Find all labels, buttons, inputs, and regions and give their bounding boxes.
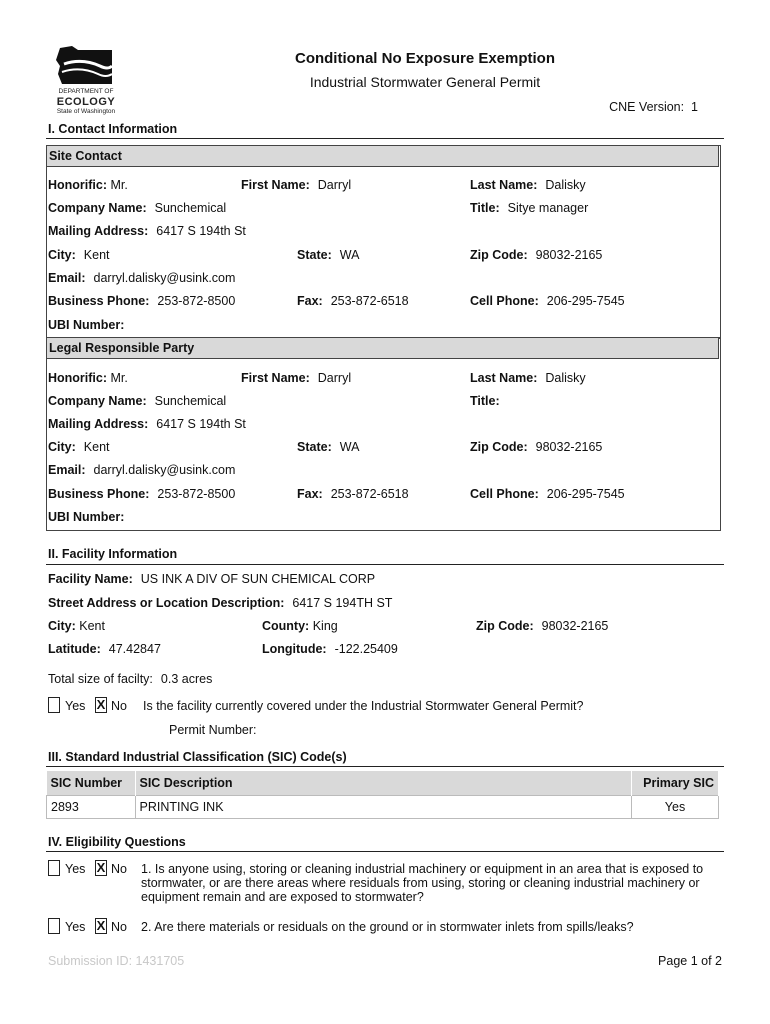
legal-phone xyxy=(48,487,235,501)
label: Company Name: xyxy=(48,394,147,408)
facility-longitude xyxy=(262,642,398,656)
legal-party-band xyxy=(46,337,719,359)
value: 98032-2165 xyxy=(535,248,603,262)
value: 6417 S 194TH ST xyxy=(292,596,393,610)
legal-state xyxy=(297,440,359,454)
label: Facility Name: xyxy=(48,572,133,586)
label: Mailing Address: xyxy=(48,417,149,431)
facility-street xyxy=(48,596,392,610)
site-company xyxy=(48,201,226,215)
q1-no-checkbox[interactable]: X xyxy=(96,860,106,875)
legal-city xyxy=(48,440,110,454)
site-zip xyxy=(470,248,602,262)
value: darryl.dalisky@usink.com xyxy=(93,271,236,285)
site-last-name xyxy=(470,178,586,192)
label: Honorific: xyxy=(48,371,108,385)
value: Kent xyxy=(83,440,110,454)
legal-party-box xyxy=(46,337,721,531)
sic-header-row xyxy=(47,771,719,796)
divider xyxy=(46,766,724,767)
permit-number-label: Permit Number: xyxy=(169,723,257,737)
site-ubi xyxy=(48,318,124,332)
value: Dalisky xyxy=(545,371,586,385)
label: Company Name: xyxy=(48,201,147,215)
cne-version-value: 1 xyxy=(691,100,698,114)
value: King xyxy=(312,619,338,633)
label: Cell Phone: xyxy=(470,294,539,308)
label: County: xyxy=(262,619,310,633)
value: 0.3 acres xyxy=(160,672,213,686)
site-first-name xyxy=(241,178,351,192)
logo-text xyxy=(52,88,120,116)
value: Sitye manager xyxy=(507,201,589,215)
value: Sunchemical xyxy=(154,394,227,408)
value: Kent xyxy=(83,248,110,262)
value: Dalisky xyxy=(545,178,586,192)
label: Fax: xyxy=(297,294,323,308)
label: First Name: xyxy=(241,371,310,385)
sic-number-cell: 2893 xyxy=(47,796,136,819)
legal-first-name xyxy=(241,371,351,385)
divider xyxy=(46,138,724,139)
logo-dept: DEPARTMENT OF xyxy=(58,88,114,95)
label: Zip Code: xyxy=(470,440,528,454)
label: Business Phone: xyxy=(48,487,150,501)
logo-ecology: ECOLOGY xyxy=(56,96,116,108)
label: Business Phone: xyxy=(48,294,150,308)
label: First Name: xyxy=(241,178,310,192)
label: Cell Phone: xyxy=(470,487,539,501)
q1-yes-label: Yes xyxy=(65,862,86,876)
site-phone xyxy=(48,294,235,308)
site-state xyxy=(297,248,359,262)
label: Fax: xyxy=(297,487,323,501)
label: Title: xyxy=(470,201,500,215)
legal-last-name xyxy=(470,371,586,385)
value: 98032-2165 xyxy=(535,440,603,454)
value: 6417 S 194th St xyxy=(156,224,246,238)
value: 253-872-8500 xyxy=(157,294,236,308)
site-honorific xyxy=(48,178,128,192)
value: darryl.dalisky@usink.com xyxy=(93,463,236,477)
logo-state: State of Washington xyxy=(56,108,116,115)
value: Sunchemical xyxy=(154,201,227,215)
legal-cell xyxy=(470,487,625,501)
label: State: xyxy=(297,248,332,262)
section-facility-title: II. Facility Information xyxy=(48,547,178,561)
value: 253-872-6518 xyxy=(330,487,409,501)
label: Honorific: xyxy=(48,178,108,192)
value: 253-872-6518 xyxy=(330,294,409,308)
label: City: xyxy=(48,440,76,454)
primary-sic-cell: Yes xyxy=(632,796,719,819)
label: Zip Code: xyxy=(470,248,528,262)
value: Darryl xyxy=(317,371,352,385)
facility-name xyxy=(48,572,375,586)
value: 47.42847 xyxy=(108,642,161,656)
washington-state-icon xyxy=(52,44,120,88)
site-cell xyxy=(470,294,625,308)
value: 6417 S 194th St xyxy=(156,417,246,431)
facility-zip xyxy=(476,619,608,633)
value: Kent xyxy=(79,619,105,633)
divider xyxy=(46,851,724,852)
cne-version xyxy=(609,100,698,114)
label: Title: xyxy=(470,394,500,408)
label: State: xyxy=(297,440,332,454)
page-title: Conditional No Exposure Exemption xyxy=(294,50,556,67)
sic-description-header: SIC Description xyxy=(135,771,632,796)
question-2: 2. Are there materials or residuals on the ground or in stormwater inlets from spills/leaks? xyxy=(141,920,634,934)
legal-zip xyxy=(470,440,602,454)
value: Mr. xyxy=(110,178,128,192)
q2-yes-checkbox[interactable] xyxy=(48,918,60,934)
table-row xyxy=(47,796,719,819)
value: 206-295-7545 xyxy=(546,487,625,501)
page-subtitle: Industrial Stormwater General Permit xyxy=(309,74,541,90)
q2-yes-label: Yes xyxy=(65,920,86,934)
label: City: xyxy=(48,248,76,262)
sic-number-header: SIC Number xyxy=(47,771,136,796)
site-contact-box xyxy=(46,145,721,339)
legal-fax xyxy=(297,487,409,501)
section-eligibility-title: IV. Eligibility Questions xyxy=(48,835,186,849)
sic-description-cell: PRINTING INK xyxy=(135,796,632,819)
value: 98032-2165 xyxy=(541,619,609,633)
facility-size xyxy=(48,672,212,686)
site-city xyxy=(48,248,110,262)
covered-question: Is the facility currently covered under the Industrial Stormwater General Permit? xyxy=(143,699,584,713)
label: Total size of facilty: xyxy=(48,672,153,686)
value: US INK A DIV OF SUN CHEMICAL CORP xyxy=(140,572,376,586)
site-mailing xyxy=(48,224,246,238)
site-contact-heading: Site Contact xyxy=(49,149,122,163)
value: Mr. xyxy=(110,371,128,385)
value: WA xyxy=(339,248,360,262)
label: City: xyxy=(48,619,76,633)
legal-company xyxy=(48,394,226,408)
legal-party-heading: Legal Responsible Party xyxy=(49,341,195,355)
value: WA xyxy=(339,440,360,454)
section-contact-title: I. Contact Information xyxy=(48,122,178,136)
label: Mailing Address: xyxy=(48,224,149,238)
submission-id: Submission ID: 1431705 xyxy=(48,954,185,968)
facility-latitude xyxy=(48,642,161,656)
legal-mailing xyxy=(48,417,246,431)
value: 206-295-7545 xyxy=(546,294,625,308)
value: 253-872-8500 xyxy=(157,487,236,501)
section-sic-title: III. Standard Industrial Classification (SIC) Code(s) xyxy=(48,750,347,764)
legal-email xyxy=(48,463,235,477)
label: Latitude: xyxy=(48,642,101,656)
site-title xyxy=(470,201,588,215)
sic-table xyxy=(46,771,719,819)
value: Darryl xyxy=(317,178,352,192)
covered-no-checkbox[interactable]: X xyxy=(96,697,106,712)
covered-no-label: No xyxy=(111,699,127,713)
label: UBI Number: xyxy=(48,510,125,524)
value: -122.25409 xyxy=(334,642,398,656)
covered-yes-label: Yes xyxy=(65,699,86,713)
primary-sic-header: Primary SIC xyxy=(632,771,719,796)
legal-ubi xyxy=(48,510,124,524)
label: Email: xyxy=(48,463,86,477)
page-number: Page 1 of 2 xyxy=(658,954,722,968)
covered-yes-checkbox[interactable] xyxy=(48,697,60,713)
site-contact-band xyxy=(46,145,719,167)
facility-city xyxy=(48,619,105,633)
q2-no-checkbox[interactable]: X xyxy=(96,918,106,933)
q1-no-label: No xyxy=(111,862,127,876)
label: Longitude: xyxy=(262,642,327,656)
question-1: 1. Is anyone using, storing or cleaning industrial machinery or equipment in an area that is exposed to stormwater, or are there areas where residuals from using, storing or cleaning industrial machinery or equipment remain and are exposed to stormwater? xyxy=(141,862,704,904)
facility-county xyxy=(262,619,338,633)
legal-honorific xyxy=(48,371,128,385)
site-fax xyxy=(297,294,409,308)
label: Last Name: xyxy=(470,178,538,192)
legal-title xyxy=(470,394,500,408)
label: Street Address or Location Description: xyxy=(48,596,285,610)
label: Email: xyxy=(48,271,86,285)
site-email xyxy=(48,271,235,285)
label: Zip Code: xyxy=(476,619,534,633)
q2-no-label: No xyxy=(111,920,127,934)
divider xyxy=(46,564,724,565)
q1-yes-checkbox[interactable] xyxy=(48,860,60,876)
label: UBI Number: xyxy=(48,318,125,332)
label: Last Name: xyxy=(470,371,538,385)
cne-version-label: CNE Version: xyxy=(609,100,685,114)
